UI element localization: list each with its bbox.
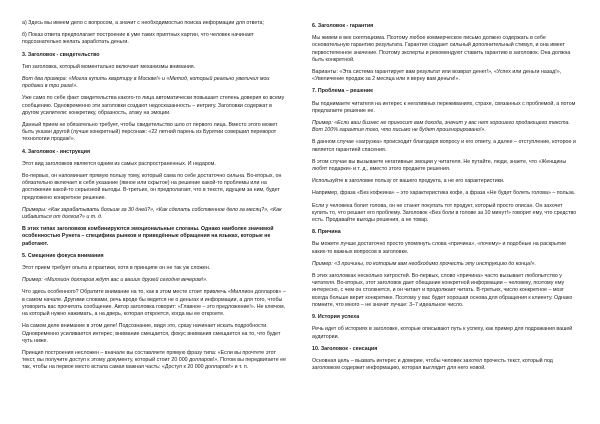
paragraph: На самом деле внимание в этом деле! Подсознание, видя это, сразу начинает искать подробности. Одновременно усиливается интерес; внимание смещается, фокус внимания смещается на то, что будет чуть ниже.: [22, 323, 281, 344]
paragraph: Данный прием не обязательно требует, чтобы свидетельство шло от первого лица. Вместо этого может быть указан другой (лучше конкретный) персонаж: «22 летний парень из Бурятии совершил переворот технологии продаж!».: [22, 122, 278, 143]
paragraph: Варианты: «Эта система гарантирует вам результат или возврат денег!», «Успех или деньги назад!», «Увеличение продаж за 2 месяца или я верну вам деньги!».: [312, 69, 562, 83]
paragraph: Речь идет об историях в заголовке, которые описывают путь к успеху, как пример для подражания вашей аудитории.: [312, 326, 573, 340]
paragraph: В этих заголовках несколько хитростей. Во-первых, слово «причина» часто вызывает любопытство у читателя. Во-вторых, этот заголовок дает обещание конкретной информации – человеку, поэтому ему интересно, с чем он столкнется, и он читает и продолжает читать. В-третьих, число конкретное – мозг всегда больше верит конкретике. Поэтому у вас будет хорошая основа для обращения к клиенту. Однако помните, что много – не значит лучше: 3–7 идеальное число.: [312, 273, 573, 308]
paragraph: Что здесь особенного? Обратите внимание на то, как в этом месте стоит привлечь «Миллион долларов» – в самом начале. Другими словами, речь вроде бы ведется не о деньгах и информации, а для того, чтобы уговорить вас прочитать сообщение. Автор заголовка говорит: «Главное – это предложение!». Не ключом, на который нужно нажимать, а на дверь, которая откроется, когда вы ее откроете.: [22, 289, 286, 318]
left-column: [22, 20, 288, 414]
paragraph: а) Здесь мы имеем дело с вопросом, а значит с необходимостью поиска информации для ответа;: [22, 20, 264, 26]
paragraph: Вот два примера: «Могла купить квартиру в Москве!» и «Метод, который реально увеличил мои продажи в три раза!».: [22, 76, 270, 90]
paragraph: Принцип построения несложен – вначале вы составляете прямую фразу типа: «Если вы прочтете этот текст, вы получите доступ к этому документу, который стоит 20 000 долларов!». Потом вы передвигаете ее так, чтобы на первое место встала самая важная часть: «Доступ к 20 000 долларов!» и т. п.: [22, 349, 287, 371]
paragraph: Пример: «Если ваш бизнес не приносит вам дохода, значит у вас нет хорошего продающего текста. Вот 100% гарантия того, что письмо не будет проигнорировано!».: [312, 120, 570, 134]
section-heading: 4. Заголовок - инструкция: [22, 148, 91, 155]
paragraph: Пример: «3 причины, по которым вам необходимо прочесть эту инструкцию до конца!».: [312, 260, 536, 267]
paragraph: В этих типах заголовков комбинируются эмоциональные слоганы. Однако наиболее значимой особенностью Рунета – специфика рынков и приведённые обращения на языках, которые не работают.: [22, 226, 274, 247]
paragraph: Вы поднимаете читателя на интерес к негативных переживаниях, страхе, связанных с проблемой, а потом предлагаете решение ее.: [312, 100, 576, 114]
paragraph: Во-первых, он напоминает прямую пользу тому, который сама по себе достаточно сильна. Во-вторых, он обязательно включает в себя указание (явное или скрытое) на решение какой-то проблемы или на достижение какой-то серьезной выгоды. В-третьих, он предполагает, что в тексте, идущем за ним, будет предложено конкретное решение.: [22, 173, 282, 201]
paragraph: Основная цель – вызвать интерес и доверие, чтобы человек захотел прочесть текст, который под заголовком содержит информацию, которая выглядит для него новой.: [312, 357, 553, 372]
paragraph: Пример: «Миллион долларов ждут вас и ваших друзей сегодня вечером!».: [22, 277, 208, 284]
section-heading: 8. Причина: [312, 229, 341, 236]
paragraph: В данном случае «загрузка» происходит благодаря вопросу и его ответу, а далее – отступление, которое и является гарантией спасения.: [312, 139, 576, 153]
paragraph: В этом случае вы вызываете негативные эмоции у читателя. Не путайте, люди, знаете, что «Женщины любят подарки» и т. д., вместо этого продаете решения.: [312, 158, 567, 173]
section-heading: 6. Заголовок - гарантия: [312, 23, 374, 29]
paragraph: Используйте в заголовке пользу от вашего продукта, а не его характеристики.: [312, 178, 505, 185]
paragraph: Мы живем в век скептицизма. Поэтому любое коммерческое письмо должно содержать в себе основательную гарантию результата. Гарантия создает сильный дополнительный стимул, и она имеет первостепенное значение. Поэтому эксперты и рекомендуют ставить гарантию в заголовок. Она должна быть конкретной.: [312, 35, 571, 63]
paragraph: Примеры: «Как зарабатывать больше за 30 дней?», «Как сделать собственное дело за месяц?», «Как избавиться от долгов?» и т. д.: [22, 206, 282, 221]
paragraph: Этот вид заголовков является одним из самых распространенных. И недаром.: [22, 160, 216, 167]
paragraph: Если у человека болит голова, он не станет покупать тот продукт, который просто описан. Он захочет купить то, что решает его проблему. Заголовок «Без боли в голове за 10 минут!» говорит ему, что средство есть. Продавайте выгоды решения, а не товар.: [312, 202, 577, 224]
section-heading: 10. Заголовок - сенсация: [312, 345, 378, 352]
paragraph: Этот прием требует опыта и практики, хотя в принципе он не так уж сложен.: [22, 265, 211, 272]
section-heading: 7. Проблема – решение: [312, 88, 374, 95]
paragraph: Вы можете лучше достаточно просто упомянуть слова «причина», «почему» и подобные на раскрытие каких-то важных вопросов в заголовке.: [312, 241, 567, 255]
section-heading: 9. История успеха: [312, 314, 360, 321]
section-heading: 3. Заголовок - свидетельство: [22, 51, 100, 58]
paragraph: Тип заголовка, который моментально включает механизмы внимания.: [22, 63, 196, 70]
paragraph: б) Показ ответа предполагает построение в уме таких приятных картин, что человек начинает подсознательно желать заработать деньги.: [22, 32, 254, 46]
paragraph: Например, фраза «Без кофеина» – это характеристика кофе, а фраза «Не будет болеть голова» – польза.: [312, 190, 576, 197]
paragraph: Уже само по себе факт свидетельства какого-то лица автоматически повышает степень доверия ко всему сообщению. Одновременно эти заголовки создают недосказанность – интригу. Заголовки содержат в другом усилители: конкретику, образность, атаку на эмоции.: [22, 95, 285, 116]
section-heading: 5. Смещение фокуса внимания: [22, 252, 104, 259]
right-column: [312, 20, 578, 414]
